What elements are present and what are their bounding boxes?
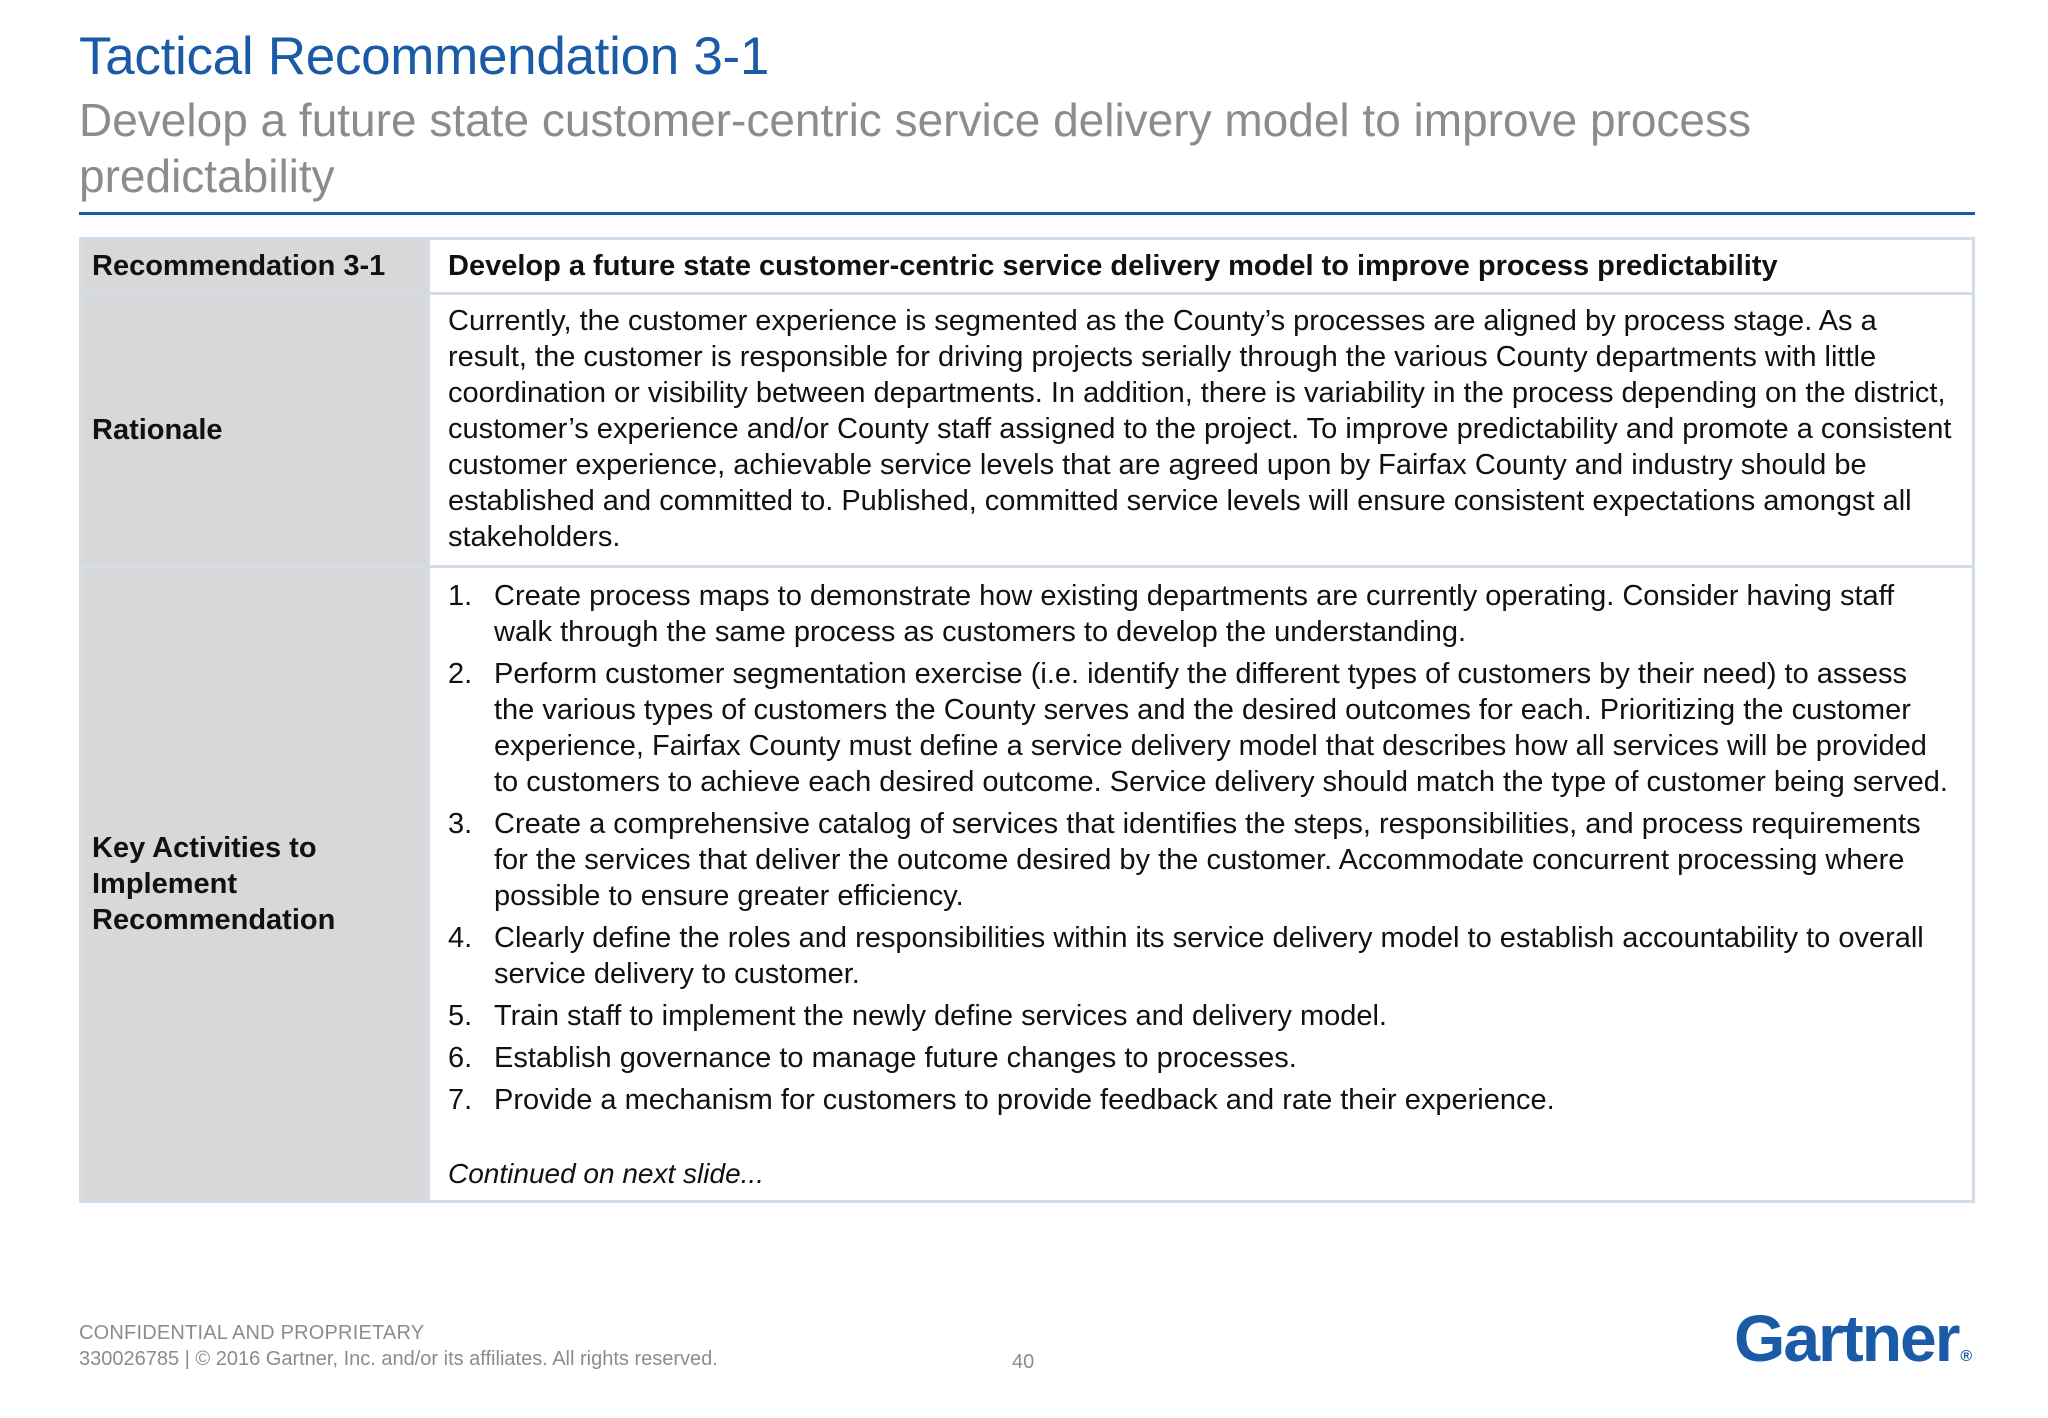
list-item-text: Create a comprehensive catalog of services that identifies the steps, responsibilities, and process requirements for the services that deliver the outcome desired by the customer. Accommodate concurrent processing where possible to ensure greater efficiency. xyxy=(494,808,1921,912)
list-item-text: Train staff to implement the newly define services and delivery model. xyxy=(494,1000,1387,1032)
registered-mark: ® xyxy=(1960,1348,1973,1365)
list-item xyxy=(448,1040,1952,1076)
list-item-number: 4. xyxy=(448,922,473,954)
gartner-logo xyxy=(1734,1300,1972,1376)
list-item-number: 5. xyxy=(448,1000,473,1032)
list-item-number: 6. xyxy=(448,1042,473,1074)
list-item xyxy=(448,920,1952,992)
recommendation-table xyxy=(79,237,1975,1203)
list-item-text: Clearly define the roles and responsibilities within its service delivery model to establish accountability to overall service delivery to customer. xyxy=(494,922,1924,990)
list-item-number: 3. xyxy=(448,808,473,840)
list-item xyxy=(448,656,1952,800)
list-item-number: 7. xyxy=(448,1084,473,1116)
copyright-notice: 330026785 | © 2016 Gartner, Inc. and/or its affiliates. All rights reserved. xyxy=(79,1348,718,1370)
list-item xyxy=(448,998,1952,1034)
recommendation-title-cell: Develop a future state customer-centric service delivery model to improve process predictability xyxy=(429,239,1974,294)
table-header-row xyxy=(81,239,1974,294)
page-title: Tactical Recommendation 3-1 xyxy=(79,27,770,86)
page-subtitle: Develop a future state customer-centric service delivery model to improve process predictability xyxy=(79,94,1752,202)
list-item xyxy=(448,1082,1952,1118)
rationale-text: Currently, the customer experience is segmented as the County’s processes are aligned by process stage. As a result, the customer is responsible for driving projects serially through the various County departments with little coordination or visibility between departments. In addition, there is variability in the process depending on the district, customer’s experience and/or County staff assigned to the project. To improve predictability and promote a consistent customer experience, achievable service levels that are agreed upon by Fairfax County and industry should be established and committed to. Published, committed service levels will ensure consistent expectations amongst all stakeholders. xyxy=(429,294,1974,567)
list-item-text: Create process maps to demonstrate how existing departments are currently operating. Consider having staff walk through the same process as customers to develop the understanding. xyxy=(494,580,1895,648)
rationale-label: Rationale xyxy=(81,294,429,567)
activities-cell xyxy=(429,567,1974,1202)
list-item-number: 2. xyxy=(448,658,473,690)
title-divider xyxy=(79,212,1975,215)
continued-note: Continued on next slide... xyxy=(448,1158,764,1189)
activities-row xyxy=(81,567,1974,1202)
confidential-notice: CONFIDENTIAL AND PROPRIETARY xyxy=(79,1322,425,1344)
page-number: 40 xyxy=(1012,1351,1035,1373)
activities-list xyxy=(448,578,1952,1118)
logo-text: Gartner xyxy=(1734,1301,1959,1375)
rationale-row xyxy=(81,294,1974,567)
list-item xyxy=(448,806,1952,914)
recommendation-id-cell: Recommendation 3-1 xyxy=(81,239,429,294)
list-item-text: Provide a mechanism for customers to provide feedback and rate their experience. xyxy=(494,1084,1555,1116)
list-item-text: Establish governance to manage future changes to processes. xyxy=(494,1042,1297,1074)
list-item-text: Perform customer segmentation exercise (i.e. identify the different types of customers by their need) to assess the various types of customers the County serves and the desired outcomes for each. Prioritizing the customer experience, Fairfax County must define a service delivery model that describes how all services will be provided to customers to achieve each desired outcome. Service delivery should match the type of customer being served. xyxy=(494,658,1948,798)
list-item xyxy=(448,578,1952,650)
activities-label: Key Activities to Implement Recommendation xyxy=(81,567,429,1202)
list-item-number: 1. xyxy=(448,580,473,612)
